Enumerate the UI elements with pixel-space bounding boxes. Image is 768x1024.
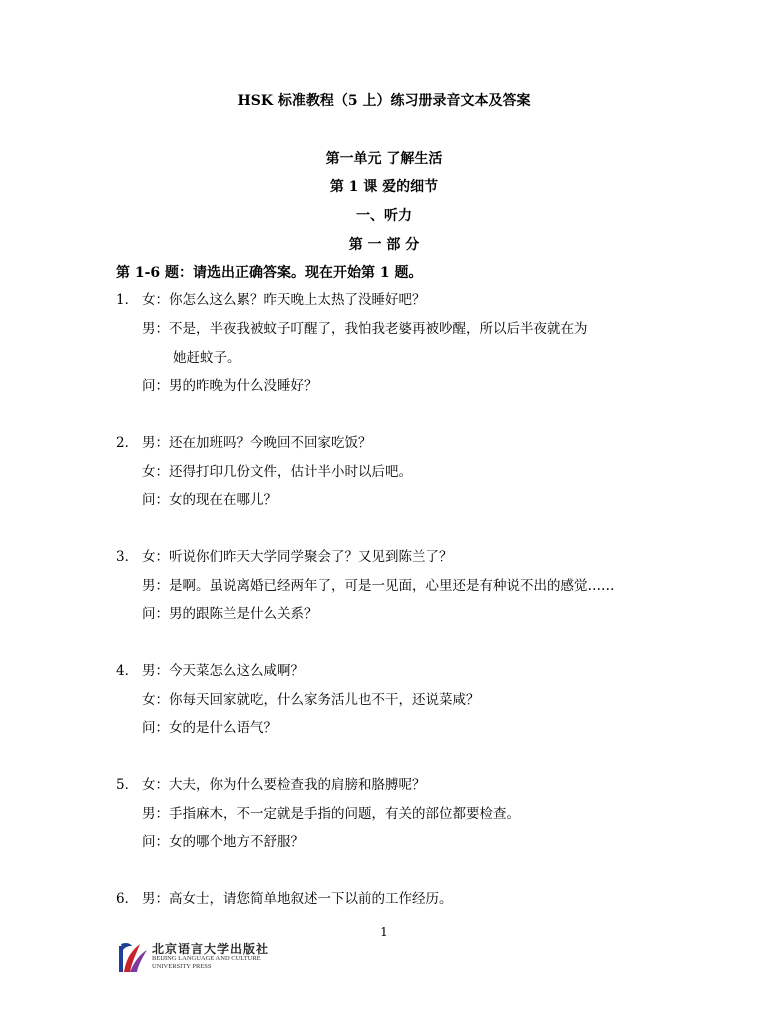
publisher-name-en-2: UNIVERSITY PRESS: [152, 963, 212, 970]
dialog-number: 3．: [116, 549, 139, 565]
dialog-line: 男：手指麻木，不一定就是手指的问题，有关的部位都要检查。: [142, 806, 520, 822]
publisher-logo: [118, 940, 288, 976]
dialog-line: 男：不是，半夜我被蚊子叮醒了，我怕我老婆再被吵醒，所以后半夜就在为: [142, 321, 588, 337]
dialog-question: 问：女的是什么语气？: [142, 720, 277, 736]
part-heading: 第 一 部 分: [348, 237, 420, 253]
dialog-number: 6．: [116, 891, 139, 907]
document-title: HSK 标准教程（5 上）练习册录音文本及答案: [237, 93, 531, 109]
dialog-line: 男：高女士，请您简单地叙述一下以前的工作经历。: [142, 891, 453, 907]
dialog-question: 问：男的昨晚为什么没睡好？: [142, 378, 318, 394]
unit-heading: 第一单元 了解生活: [325, 151, 443, 167]
dialog-line: 女：还得打印几份文件，估计半小时以后吧。: [142, 464, 412, 480]
dialog-line: 女：你怎么这么累？昨天晚上太热了没睡好吧？: [142, 292, 426, 308]
dialog-line: 男：还在加班吗？今晚回不回家吃饭？: [142, 435, 372, 451]
dialog-number: 4．: [116, 663, 139, 679]
dialog-number: 5．: [116, 777, 139, 793]
dialog-number: 2．: [116, 435, 139, 451]
publisher-emblem-icon: [118, 940, 148, 974]
publisher-name-en-1: BEIJING LANGUAGE AND CULTURE: [152, 955, 261, 962]
dialog-question: 问：男的跟陈兰是什么关系？: [142, 606, 318, 622]
dialog-line: 男：今天菜怎么这么咸啊？: [142, 663, 304, 679]
dialog-line: 女：听说你们昨天大学同学聚会了？又见到陈兰了？: [142, 549, 453, 565]
dialog-question: 问：女的现在在哪儿？: [142, 492, 277, 508]
dialog-number: 1．: [116, 292, 139, 308]
dialog-line: 男：是啊。虽说离婚已经两年了，可是一见面，心里还是有种说不出的感觉……: [142, 578, 615, 594]
dialog-line: 女：你每天回家就吃，什么家务活儿也不干，还说菜咸？: [142, 692, 480, 708]
instruction: 第 1-6 题：请选出正确答案。现在开始第 1 题。: [116, 265, 423, 281]
dialog-question: 问：女的哪个地方不舒服？: [142, 834, 304, 850]
dialog-line: 女：大夫，你为什么要检查我的肩膀和胳膊呢？: [142, 777, 426, 793]
dialog-line: 她赶蚊子。: [173, 350, 241, 366]
publisher-name-cn: 北京语言大学出版社: [152, 942, 270, 956]
lesson-heading: 第 1 课 爱的细节: [329, 179, 439, 195]
page-number: 1: [380, 925, 388, 939]
section-heading: 一、听力: [356, 208, 412, 224]
